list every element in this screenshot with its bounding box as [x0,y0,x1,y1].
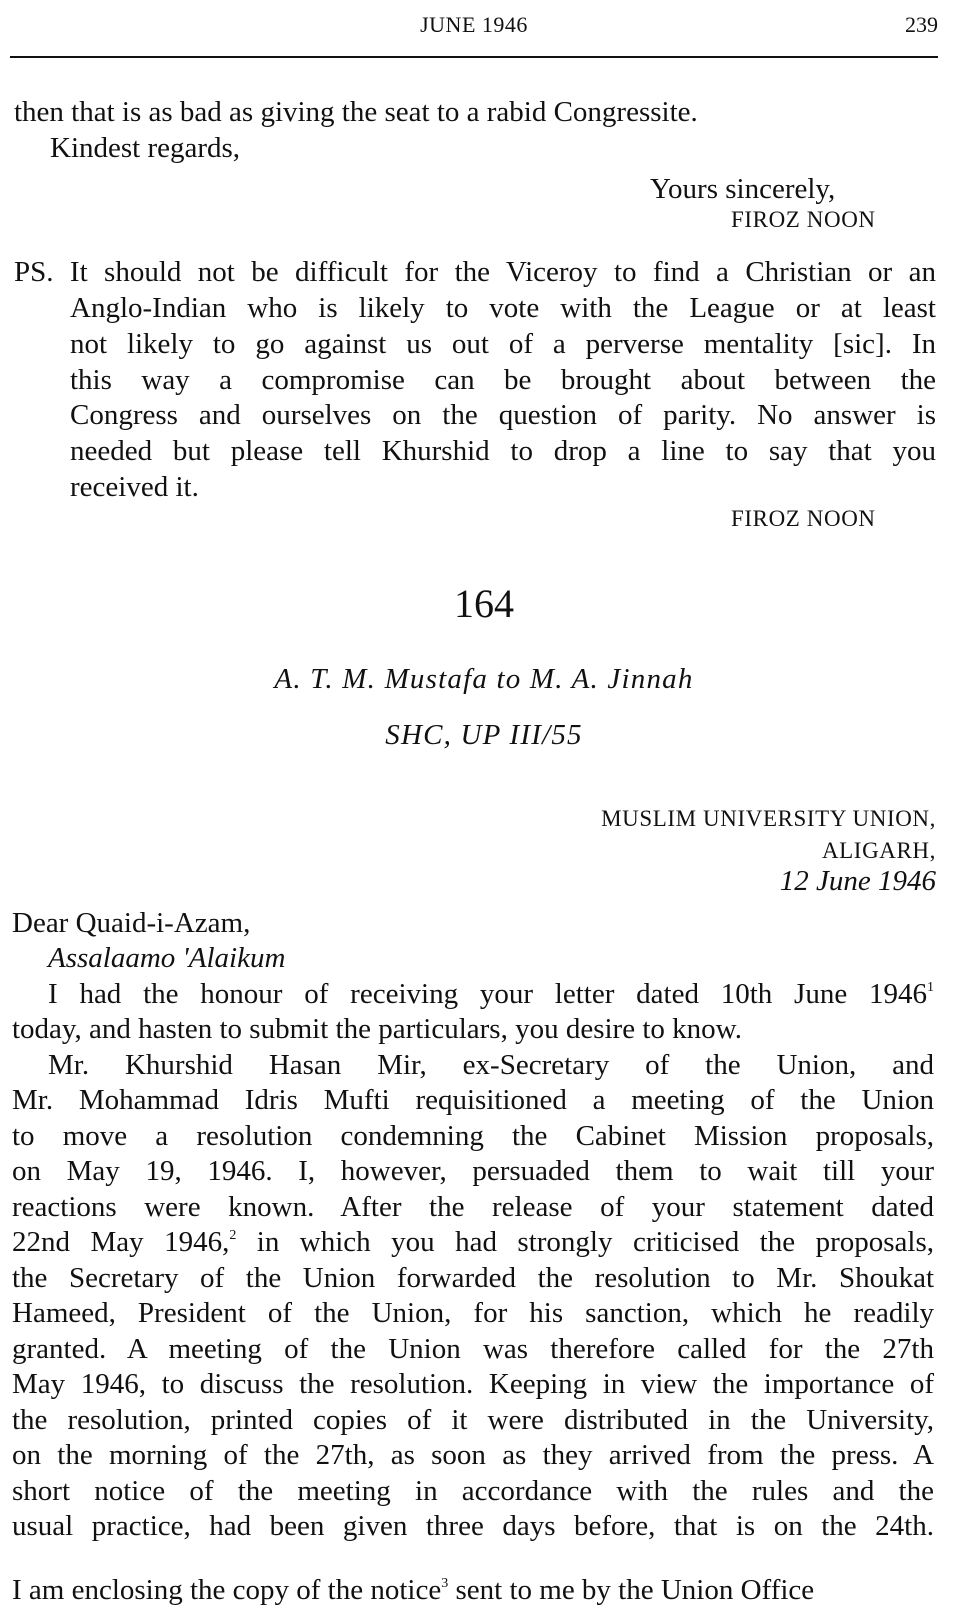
body-line: granted. A meeting of the Union was therefore called for the 27th [12,1333,934,1365]
body-line: I had the honour of receiving your letter dated 10th June 1946$^1$ [48,978,934,1010]
address-line: ALIGARH, [821,838,936,863]
ps-line: Congress and ourselves on the question of parity. No answer is [70,399,936,431]
ps-signature: FIROZ NOON [731,506,876,531]
ps-line: received it. [70,471,199,503]
body-line: to move a resolution condemning the Cabinet Mission proposals, [12,1120,934,1152]
document-source: SHC, UP III/55 [385,719,583,751]
ps-line: Anglo-Indian who is likely to vote with the League or at least [70,292,936,324]
greeting: Assalaamo 'Alaikum [48,942,286,974]
valediction: Yours sincerely, [650,173,836,205]
document-number: 164 [454,581,514,626]
body-line: Mr. Mohammad Idris Mufti requisitioned a meeting of the Union [12,1084,934,1116]
page-header [10,0,938,58]
footnote-ref[interactable]: 3 [441,1576,449,1591]
address-line: MUSLIM UNIVERSITY UNION, [601,806,936,831]
letter-date: 12 June 1946 [779,865,936,897]
ps-line: needed but please tell Khurshid to drop a line to say that you [70,435,936,467]
body-line: on May 19, 1946. I, however, persuaded them to wait till your [12,1155,934,1187]
body-line: the resolution, printed copies of it were distributed in the University, [12,1404,934,1436]
ps-line: not likely to go against us out of a perverse mentality [sic]. In [70,328,936,360]
body-line: the Secretary of the Union forwarded the resolution to Mr. Shoukat [12,1262,934,1294]
salutation: Dear Quaid-i-Azam, [12,907,251,939]
body-line: reactions were known. After the release of your statement dated [12,1191,934,1223]
ps-line: PS. It should not be difficult for the Viceroy to find a Christian or an [14,256,936,288]
footnote-ref[interactable]: 2 [229,1228,237,1243]
body-line-cut: I am enclosing the copy of the notice$^3$ sent to me by the Union Office [12,1574,815,1606]
closing-regards: Kindest regards, [50,132,241,164]
signature: FIROZ NOON [731,207,876,232]
ps-line: this way a compromise can be brought about between the [70,364,936,396]
body-line: on the morning of the 27th, as soon as they arrived from the press. A [12,1439,934,1471]
body-line: today, and hasten to submit the particulars, you desire to know. [12,1013,742,1045]
body-line: Mr. Khurshid Hasan Mir, ex-Secretary of the Union, and [48,1049,934,1081]
document-title: A. T. M. Mustafa to M. A. Jinnah [274,663,694,695]
footnote-ref[interactable]: 1 [927,980,934,995]
body-line: usual practice, had been given three days before, that is on the 24th. [12,1510,934,1542]
body-line: 22nd May 1946,$^2$ in which you had strongly criticised the proposals, [12,1226,934,1258]
body-line: then that is as bad as giving the seat to a rabid Congressite. [14,96,698,128]
body-line: May 1946, to discuss the resolution. Keeping in view the importance of [12,1368,934,1400]
body-line: short notice of the meeting in accordance with the rules and the [12,1475,934,1507]
body-line: Hameed, President of the Union, for his sanction, which he readily [12,1297,934,1329]
page-number: 239 [905,12,938,37]
running-head-title: JUNE 1946 [420,12,528,37]
